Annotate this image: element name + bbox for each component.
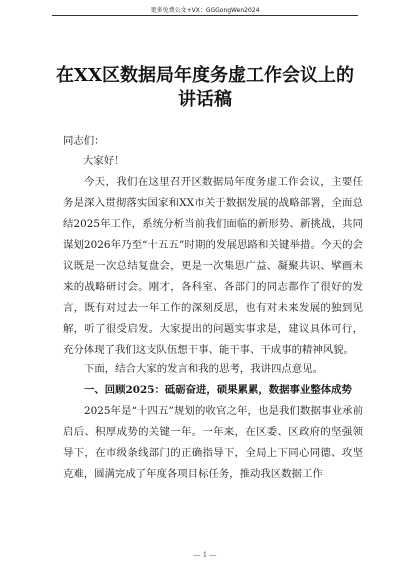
document-title: 在XX区数据局年度务虚工作会议上的讲话稿 xyxy=(56,65,354,110)
page-number: — 1 — xyxy=(193,551,217,559)
paragraph-opening: 今天，我们在这里召开区数据局年度务虚工作会议，主要任务是深入贯彻落实国家和XX市关于数据发展的战略部署，全面总结2025年工作，系统分析当前我们面临的新形势、新挑战，共同谋划2026年乃至“十五五”时期的发展思路和关键举措。今天的会议既是一次总结复盘会，更是一次集思广益、凝聚共识、擘画未来的战略研讨会。刚才，各科室、各部门的同志都作了很好的发言，既有对过去一年工作的深刻反思，也有对未来发展的独到见解，听了很受启发。大家提出的问题实事求是，建议具体可行，充分体现了我们这支队伍想干事、能干事、干成事的精神风貌。 xyxy=(63,176,363,356)
header-divider xyxy=(52,15,358,16)
greeting: 大家好！ xyxy=(83,155,125,167)
salutation: 同志们： xyxy=(63,135,105,147)
paragraph-outline: 下面，结合大家的发言和我的思考，我讲四点意见。 xyxy=(84,363,323,375)
section-heading-1: 一、回顾2025：砥砺奋进，硕果累累，数据事业整体成势 xyxy=(84,384,352,396)
header-promo-note: 更多免费公文+VX：GGGongWen2024 xyxy=(150,7,260,14)
paragraph-section-1: 2025年是“十四五”规划的收官之年，也是我们数据事业承前启后、积厚成势的关键一年。一年来，在区委、区政府的坚强领导下，在市级条线部门的正确指导下，全局上下同心同德、攻坚克难，圆满完成了年度各项目标任务，推动我区数据工作 xyxy=(63,405,363,480)
